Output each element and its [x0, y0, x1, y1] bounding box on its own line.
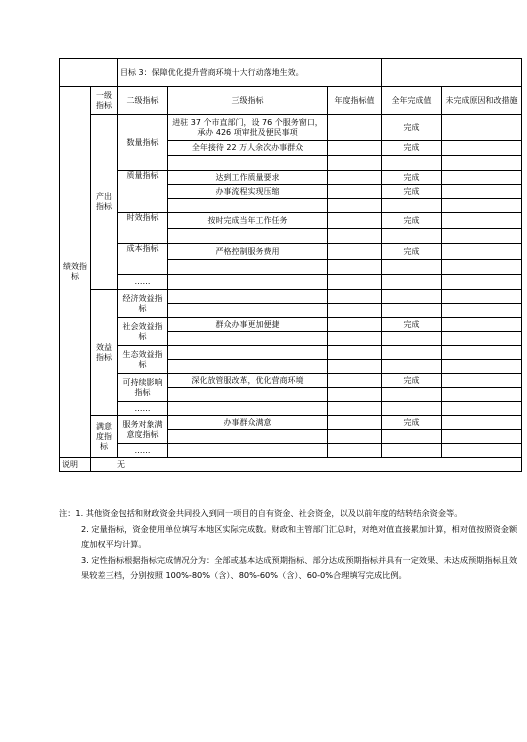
table-row [60, 171, 522, 185]
time-done: 完成 [382, 213, 442, 229]
satisfaction-ellipsis: …… [118, 444, 168, 458]
quality-label: 质量指标 [118, 171, 168, 213]
table-row [60, 244, 522, 260]
explain-row [60, 458, 522, 472]
quantity-done-1: 完成 [382, 115, 442, 141]
time-item: 按时完成当年工作任务 [168, 213, 328, 229]
table-row [60, 374, 522, 388]
quality-done-1: 完成 [382, 171, 442, 185]
sustainable-item: 深化放管服改革，优化营商环境 [168, 374, 328, 388]
table-row [60, 346, 522, 360]
goal-blank-cell-right [382, 59, 522, 87]
satisfaction-label: 满意度指标 [91, 416, 118, 458]
satisfaction-done: 完成 [382, 416, 442, 430]
social-item: 群众办事更加便捷 [168, 318, 328, 332]
note-1: 注：1. 其他资金包括和财政资金共同投入到同一项目的自有资金、社会资金，以及以前年度的结转结余资金等。 [59, 508, 463, 518]
ecological-label: 生态效益指标 [118, 346, 168, 374]
goal-blank-cell [60, 59, 118, 87]
table-row [60, 115, 522, 141]
quality-item-1: 达到工作质量要求 [168, 171, 328, 185]
output-label: 产出指标 [91, 115, 118, 290]
cost-label: 成本指标 [118, 244, 168, 275]
header-level3: 三级指标 [168, 87, 328, 115]
explain-value: 无 [91, 458, 522, 472]
table-row [60, 213, 522, 229]
satisfaction-item: 办事群众满意 [168, 416, 328, 430]
service-object-label: 服务对象满意度指标 [118, 416, 168, 444]
sustainable-done: 完成 [382, 374, 442, 388]
header-reason: 未完成原因和改措施 [442, 87, 522, 115]
goal-text: 目标 3：保障优化提升营商环境十大行动落地生效。 [118, 59, 382, 87]
table-row [60, 290, 522, 304]
header-row [60, 87, 522, 115]
explain-label: 说明 [60, 458, 91, 472]
social-label: 社会效益指标 [118, 318, 168, 346]
header-completion: 全年完成值 [382, 87, 442, 115]
quantity-done-2: 完成 [382, 141, 442, 156]
output-ellipsis: …… [118, 275, 168, 290]
quantity-label: 数量指标 [118, 115, 168, 171]
note-3: 3. 定性指标根据指标完成情况分为：全部或基本达成预期指标、部分达成预期指标并具有一定效果、未达成预期指标且效果较差三档，分别按照 100%-80%（含）、80%-60%（含）、60-0%合理填写完成比例。 [81, 554, 518, 580]
benefit-ellipsis: …… [118, 402, 168, 416]
notes [59, 506, 521, 584]
cost-done: 完成 [382, 244, 442, 260]
sustainable-label: 可持续影响指标 [118, 374, 168, 402]
table-row [60, 416, 522, 430]
quality-done-2: 完成 [382, 185, 442, 199]
table-row [60, 275, 522, 290]
quantity-item-2: 全年接待 22 万人余次办事群众 [168, 141, 328, 156]
performance-label: 绩效指标 [60, 87, 91, 458]
table-row [60, 402, 522, 416]
economic-label: 经济效益指标 [118, 290, 168, 318]
header-level2: 二级指标 [118, 87, 168, 115]
goal-row [60, 59, 522, 87]
note-2: 2. 定量指标，资金使用单位填写本地区实际完成数。财政和主管部门汇总时，对绝对值直接累加计算，相对值按照资金额度加权平均计算。 [81, 523, 518, 549]
header-annual-target: 年度指标值 [328, 87, 382, 115]
social-done: 完成 [382, 318, 442, 332]
table-row [60, 318, 522, 332]
quantity-item-1: 进驻 37 个市直部门，设 76 个服务窗口，承办 426 项审批及便民事项 [168, 115, 328, 141]
quality-item-2: 办事流程实现压缩 [168, 185, 328, 199]
benefit-label: 效益指标 [91, 290, 118, 416]
header-level1: 一级指标 [91, 87, 118, 115]
performance-table [59, 58, 522, 472]
table-row [60, 444, 522, 458]
time-label: 时效指标 [118, 213, 168, 244]
cost-item: 严格控制服务费用 [168, 244, 328, 260]
